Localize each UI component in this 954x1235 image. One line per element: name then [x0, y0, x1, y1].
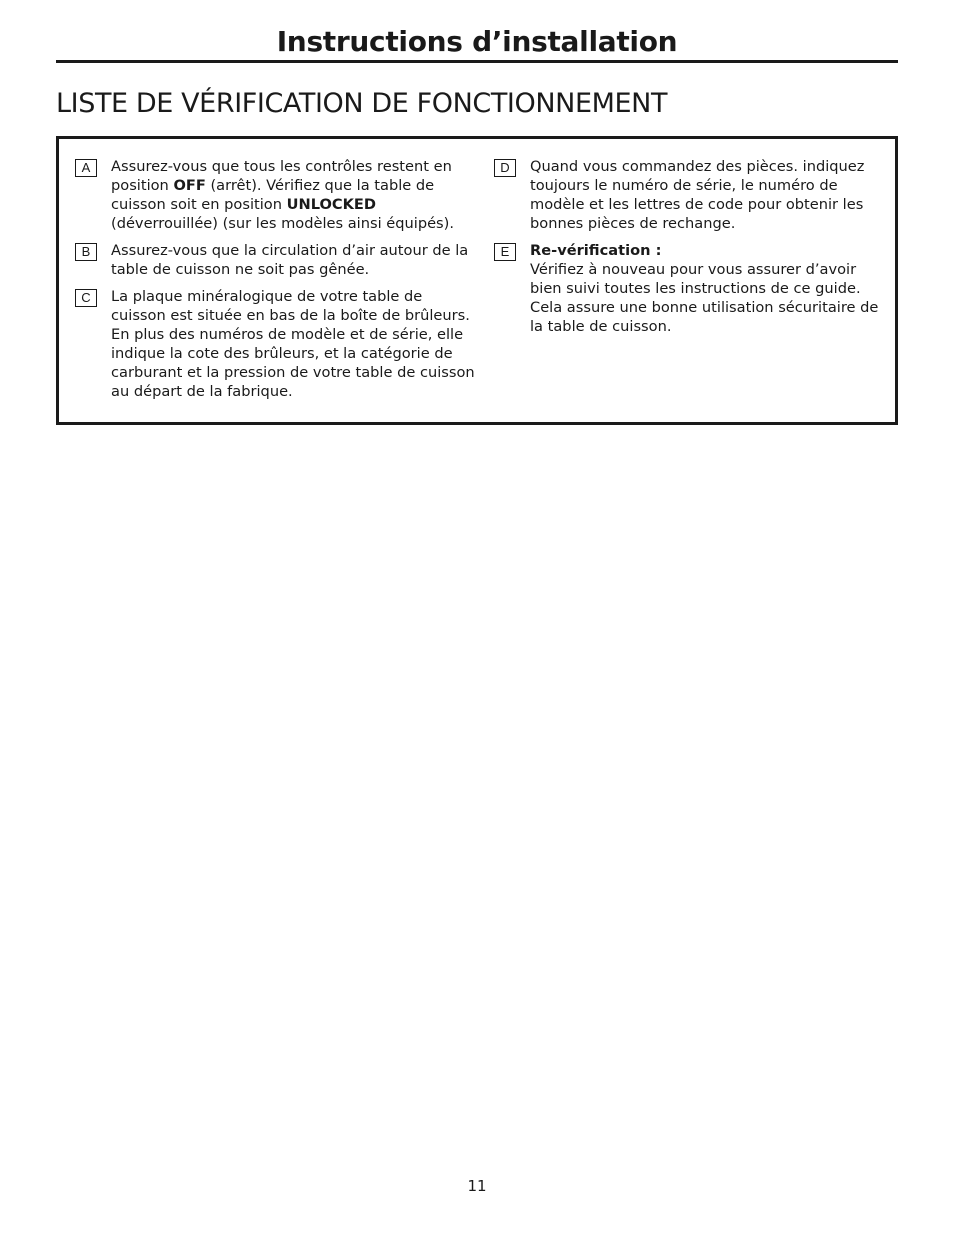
item-a-unlocked-label: UNLOCKED [286, 196, 376, 213]
checklist-item-b [75, 241, 475, 279]
item-letter-c: C [75, 289, 97, 307]
checklist-item-c [75, 287, 475, 401]
item-text-c: La plaque minéralogique de votre table de cuisson est située en bas de la boîte de brûleurs. En plus des numéros de modèle et de série, elle indique la cote des brûleurs, et la catégorie de carburant et la pression de votre table de cuisson au départ de la fabrique. [111, 288, 475, 400]
checklist-column-right [494, 157, 884, 344]
item-a-text-part-1: Assurez-vous que tous les contrôles restent en position [111, 158, 452, 194]
item-letter-d: D [494, 159, 516, 177]
item-text-d: Quand vous commandez des pièces. indiquez toujours le numéro de série, le numéro de modèle et les lettres de code pour obtenir les bonnes pièces de rechange. [530, 158, 865, 232]
checklist-box [56, 136, 898, 425]
item-text-a [111, 157, 475, 233]
checklist-item-e [494, 241, 884, 336]
checklist-column-left [75, 157, 475, 409]
page-number: 11 [467, 1177, 487, 1195]
checklist-item-a [75, 157, 475, 233]
item-letter-e: E [494, 243, 516, 261]
item-text-b: Assurez-vous que la circulation d’air autour de la table de cuisson ne soit pas gênée. [111, 242, 469, 278]
item-a-text-part-3: (déverrouillée) (sur les modèles ainsi équipés). [111, 215, 454, 232]
checklist-item-d [494, 157, 884, 233]
item-letter-a: A [75, 159, 97, 177]
header-divider [56, 60, 898, 63]
section-title: LISTE DE VÉRIFICATION DE FONCTIONNEMENT [56, 88, 668, 119]
item-heading-e: Re-vérification : [530, 242, 662, 259]
item-a-off-label: OFF [173, 177, 206, 194]
item-text-e: Vérifiez à nouveau pour vous assurer d’avoir bien suivi toutes les instructions de ce guide. Cela assure une bonne utilisation sécuritaire de la table de cuisson. [530, 261, 879, 335]
item-letter-b: B [75, 243, 97, 261]
page-header-title: Instructions d’installation [276, 25, 678, 58]
item-a-text-part-2: (arrêt). Vérifiez que la table de cuisson soit en position [111, 177, 435, 213]
